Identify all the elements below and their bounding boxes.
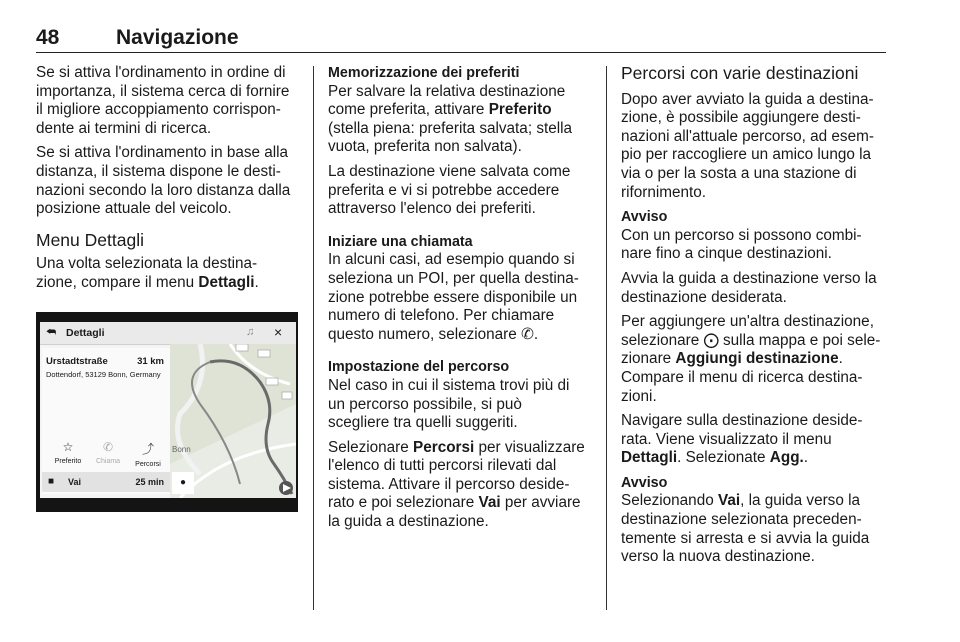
subheading-save-favorites: Memorizzazione dei preferiti <box>328 65 520 81</box>
paragraph-start-call: In alcuni casi, ad esempio quando si seleziona un POI, per quella destina- zione potrebbe essere disponibile un numero di telefono. Per chiamare questo numero, selezionare ✆. <box>328 251 579 343</box>
crosshair-icon: ⨀ <box>703 331 719 349</box>
car-icon: ■ <box>48 476 55 487</box>
routes-icon: ⤴ <box>141 442 154 456</box>
destination-distance: 31 km <box>137 356 164 367</box>
section-heading-multi-destination: Percorsi con varie destinazioni <box>621 63 859 83</box>
paragraph-save-favorites: Per salvare la relativa destinazione come preferita, attivare Preferito (stella piena: preferita salvata; stella vuota, preferita non salvata). <box>328 82 573 156</box>
chapter-title: Navigazione <box>116 26 239 49</box>
close-icon[interactable]: × <box>274 324 283 340</box>
section-heading-menu-dettagli: Menu Dettagli <box>36 229 144 250</box>
phone-icon: ✆ <box>102 440 114 454</box>
column-1 <box>36 64 304 299</box>
paragraph-favorites-list: La destinazione viene salvata come preferita e vi si potrebbe accedere attraverso l'elenco dei preferiti. <box>328 162 571 218</box>
call-button[interactable]: ✆ Chiama <box>88 440 128 465</box>
note-go-destination: Avviso Selezionando Vai, la guida verso la destinazione selezionata preceden- temente si arresta e si avvia la guida verso la nuova destinazione. <box>621 474 870 566</box>
page-number: 48 <box>36 26 60 49</box>
paragraph-sort-importance: Se si attiva l'ordinamento in ordine di importanza, il sistema cerca di fornire il migliore accoppiamento corrispon- dente ai termini di ricerca. <box>36 64 290 137</box>
back-arrow-icon[interactable]: ⮪ <box>46 326 57 338</box>
star-icon: ☆ <box>62 440 74 454</box>
paragraph-add-another: Per aggiungere un'altra destinazione, selezionare ⨀ sulla mappa e poi sele- zionare Aggiungi destinazione. Compare il menu di ricerca destina- zioni. <box>621 313 881 405</box>
paragraph-start-guidance: Avvia la guida a destinazione verso la destinazione desiderata. <box>621 269 877 306</box>
subheading-route-settings: Impostazione del percorso <box>328 359 510 376</box>
screen-header <box>40 322 296 345</box>
paragraph-sort-distance: Se si attiva l'ordinamento in base alla distanza, il sistema dispone le desti- nazioni secondo la loro distanza dalla posizione attuale del veicolo. <box>36 144 291 218</box>
note-max-destinations: Avviso Con un percorso si possono combi- nare fino a cinque destinazioni. <box>621 209 862 263</box>
go-button[interactable]: ■ Vai 25 min <box>42 472 170 492</box>
destination-address: Dottendorf, 53129 Bonn, Germany <box>46 370 161 379</box>
paragraph-add-destinations: Dopo aver avviato la guida a destina- zione, è possibile aggiungere desti- nazioni all'attuale percorso, ad esem- pio per raccogliere un amico lungo la via o per la sosta a una stazione di rifornimento. <box>621 90 874 201</box>
column-divider-2 <box>606 66 607 610</box>
subheading-start-call: Iniziare una chiamata <box>328 233 473 250</box>
paragraph-details-intro: Una volta selezionata la destina- zione, compare il menu Dettagli. <box>36 255 259 291</box>
column-divider-1 <box>313 66 314 610</box>
destination-street: Urstadtstraße <box>46 356 108 367</box>
routes-button[interactable]: ⤴ Percorsi <box>128 440 168 468</box>
paragraph-route-options: Nel caso in cui il sistema trovi più di un percorso possibile, si può scegliere tra quelli suggeriti. <box>328 376 570 432</box>
phone-icon: ✆ <box>521 325 534 343</box>
music-note-icon[interactable]: ♫ <box>246 326 255 338</box>
screen <box>40 322 296 498</box>
destination-panel <box>42 348 170 494</box>
paragraph-select-routes: Selezionare Percorsi per visualizzare l'elenco di tutti percorsi rilevati dal sistema. Attivare il percorso deside- rato e poi selezionare Vai per avviare la guida a destinazione. <box>328 438 585 531</box>
column-3 <box>621 64 887 573</box>
location-pin-icon[interactable]: ● <box>172 472 194 494</box>
favorite-button[interactable]: ☆ Preferito <box>48 440 88 465</box>
details-screenshot <box>36 312 298 512</box>
column-2 <box>328 64 594 538</box>
paragraph-navigate-destination: Navigare sulla destinazione deside- rata. Viene visualizzato il menu Dettagli. Selezionate Agg.. <box>621 412 863 467</box>
map-city-label: Bonn <box>172 445 191 454</box>
screen-title: Dettagli <box>66 327 105 339</box>
running-header <box>36 26 886 53</box>
